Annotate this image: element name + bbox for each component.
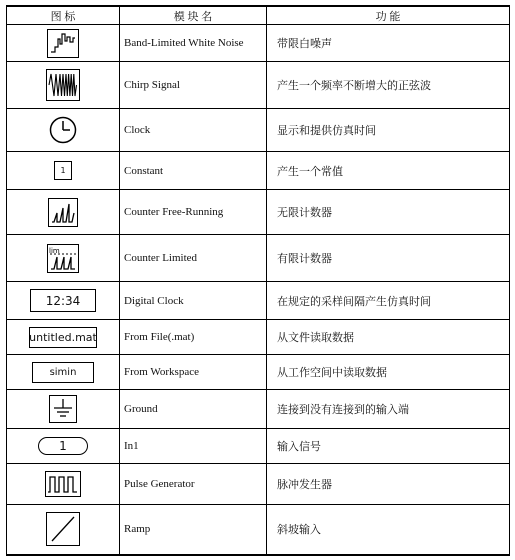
ground-icon — [49, 395, 77, 423]
block-function: 带限白噪声 — [267, 25, 510, 62]
block-function: 从文件读取数据 — [267, 320, 510, 355]
table-row — [7, 109, 510, 152]
header-icon: 图 标 — [7, 6, 120, 25]
table-row — [7, 235, 510, 282]
from-file-icon: untitled.mat — [29, 327, 97, 348]
block-name: Constant — [120, 152, 267, 190]
block-function: 有限计数器 — [267, 235, 510, 282]
block-name: Pulse Generator — [120, 464, 267, 505]
block-function: 产生一个频率不断增大的正弦波 — [267, 62, 510, 109]
table-row — [7, 25, 510, 62]
table-row — [7, 282, 510, 320]
digital-clock-icon: 12:34 — [30, 289, 96, 312]
ramp-icon — [46, 512, 80, 546]
band-limited-white-noise-icon — [47, 29, 79, 58]
from-workspace-icon: simin — [32, 362, 94, 383]
block-function: 显示和提供仿真时间 — [267, 109, 510, 152]
block-function: 从工作空间中读取数据 — [267, 355, 510, 390]
block-name: Ground — [120, 390, 267, 429]
block-function: 斜坡输入 — [267, 505, 510, 555]
simulink-source-blocks-table — [6, 5, 510, 556]
block-name: In1 — [120, 429, 267, 464]
header-func: 功 能 — [267, 6, 510, 25]
table-row — [7, 320, 510, 355]
counter-free-running-icon — [48, 198, 78, 227]
block-name: Counter Limited — [120, 235, 267, 282]
table-row — [7, 152, 510, 190]
block-function: 输入信号 — [267, 429, 510, 464]
block-name: Digital Clock — [120, 282, 267, 320]
block-name: Band-Limited White Noise — [120, 25, 267, 62]
block-function: 在规定的采样间隔产生仿真时间 — [267, 282, 510, 320]
clock-icon — [48, 115, 78, 145]
header-name: 模 块 名 — [120, 6, 267, 25]
block-name: Clock — [120, 109, 267, 152]
block-name: Chirp Signal — [120, 62, 267, 109]
counter-limited-icon — [47, 244, 79, 273]
in1-port-icon: 1 — [38, 437, 88, 455]
table-header-row — [7, 6, 510, 25]
table-row — [7, 505, 510, 555]
table-row — [7, 355, 510, 390]
block-name: From File(.mat) — [120, 320, 267, 355]
table-row — [7, 62, 510, 109]
block-function: 连接到没有连接到的输入端 — [267, 390, 510, 429]
block-name: Counter Free-Running — [120, 190, 267, 235]
block-name: Ramp — [120, 505, 267, 555]
block-function: 产生一个常值 — [267, 152, 510, 190]
block-name: From Workspace — [120, 355, 267, 390]
table-row — [7, 390, 510, 429]
block-function: 无限计数器 — [267, 190, 510, 235]
table-row — [7, 190, 510, 235]
counter-limited-icon-label: lim — [49, 246, 60, 255]
pulse-generator-icon — [45, 471, 81, 497]
chirp-signal-icon — [46, 69, 80, 101]
constant-icon: 1 — [54, 161, 72, 180]
table-row — [7, 429, 510, 464]
table-row — [7, 464, 510, 505]
block-function: 脉冲发生器 — [267, 464, 510, 505]
